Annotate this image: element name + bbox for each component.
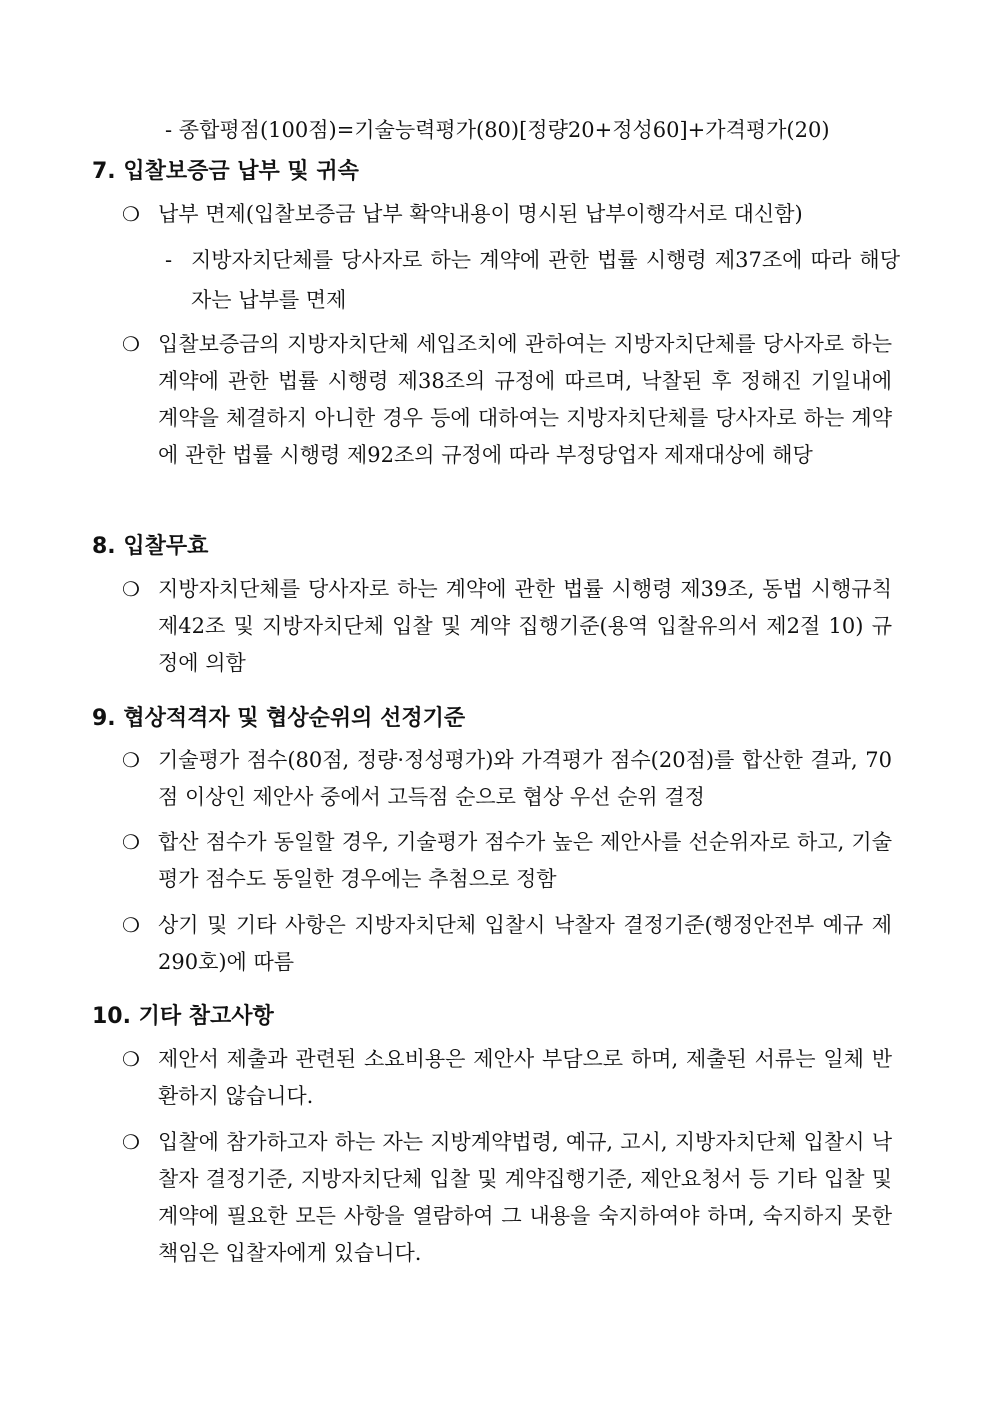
section-7-sub-item	[165, 240, 900, 320]
section-7-heading: 7. 입찰보증금 납부 및 귀속	[92, 159, 359, 184]
section-9-bullet-2	[122, 824, 892, 898]
bullet-text: 지방자치단체를 당사자로 하는 계약에 관한 법률 시행령 제39조, 동법 시행규칙 제42조 및 지방자치단체 입찰 및 계약 집행기준(용역 입찰유의서 제2절 10) 규정에 의함	[158, 577, 892, 675]
bullet-text: 입찰에 참가하고자 하는 자는 지방계약법령, 예규, 고시, 지방자치단체 입찰시 낙찰자 결정기준, 지방자치단체 입찰 및 계약집행기준, 제안요청서 등 기타 입찰 및 계약에 필요한 모든 사항을 열람하여 그 내용을 숙지하여야 하며, 숙지하지 못한 책임은 입찰자에게 있습니다.	[158, 1130, 892, 1265]
circle-bullet-icon: ❍	[122, 332, 140, 356]
bullet-text: 기술평가 점수(80점, 정량·정성평가)와 가격평가 점수(20점)를 합산한 결과, 70점 이상인 제안사 중에서 고득점 순으로 협상 우선 순위 결정	[158, 748, 892, 809]
circle-bullet-icon: ❍	[122, 913, 140, 937]
dash-marker: -	[165, 118, 173, 142]
sub-item-text: 지방자치단체를 당사자로 하는 계약에 관한 법률 시행령 제37조에 따라 해당자는 납부를 면제	[191, 248, 900, 312]
bullet-text: 입찰보증금의 지방자치단체 세입조치에 관하여는 지방자치단체를 당사자로 하는 계약에 관한 법률 시행령 제38조의 규정에 따르며, 낙찰된 후 정해진 기일내에 계약을 체결하지 아니한 경우 등에 대하여는 지방자치단체를 당사자로 하는 계약에 관한 법률 시행령 제92조의 규정에 따라 부정당업자 제재대상에 해당	[158, 332, 892, 467]
section-8-bullet-1	[122, 571, 892, 682]
bullet-text: 제안서 제출과 관련된 소요비용은 제안사 부담으로 하며, 제출된 서류는 일체 반환하지 않습니다.	[158, 1047, 892, 1108]
section-9-heading: 9. 협상적격자 및 협상순위의 선정기준	[92, 706, 466, 731]
dash-marker: -	[165, 248, 173, 272]
section-10-bullet-1	[122, 1041, 892, 1115]
section-9-bullet-3	[122, 907, 892, 981]
section-10-heading: 10. 기타 참고사항	[92, 1004, 274, 1029]
bullet-text: 상기 및 기타 사항은 지방자치단체 입찰시 낙찰자 결정기준(행정안전부 예규 제290호)에 따름	[158, 913, 892, 974]
score-formula-line	[165, 112, 905, 149]
circle-bullet-icon: ❍	[122, 202, 140, 226]
section-9-bullet-1	[122, 742, 892, 816]
score-formula-text: 종합평점(100점)=기술능력평가(80)[정량20+정성60]+가격평가(20)	[178, 118, 830, 142]
circle-bullet-icon: ❍	[122, 577, 140, 601]
bullet-text: 합산 점수가 동일할 경우, 기술평가 점수가 높은 제안사를 선순위자로 하고, 기술평가 점수도 동일한 경우에는 추첨으로 정함	[158, 830, 892, 891]
circle-bullet-icon: ❍	[122, 830, 140, 854]
section-10-bullet-2	[122, 1124, 892, 1272]
circle-bullet-icon: ❍	[122, 1047, 140, 1071]
section-8-heading: 8. 입찰무효	[92, 534, 209, 559]
section-7-bullet-2	[122, 326, 892, 474]
bullet-text: 납부 면제(입찰보증금 납부 확약내용이 명시된 납부이행각서로 대신함)	[158, 202, 803, 226]
circle-bullet-icon: ❍	[122, 748, 140, 772]
section-7-bullet-1	[122, 196, 892, 233]
circle-bullet-icon: ❍	[122, 1130, 140, 1154]
